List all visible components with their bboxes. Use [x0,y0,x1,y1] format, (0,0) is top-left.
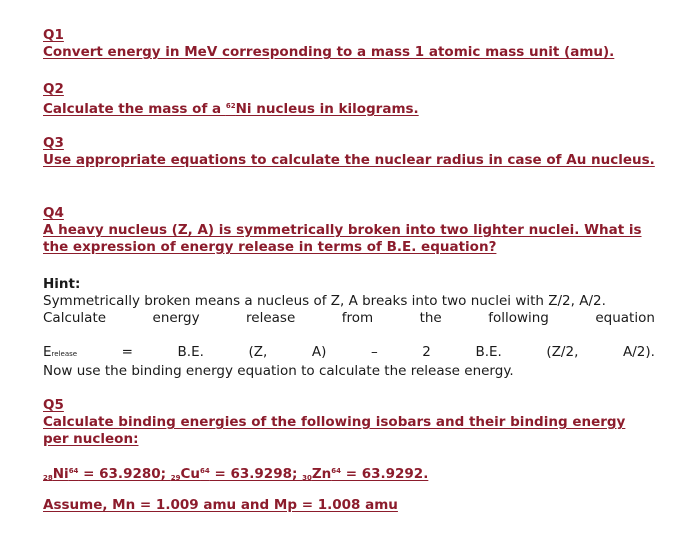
hint-line-2 [43,310,655,327]
hint-line-4: Now use the binding energy equation to calculate the release energy. [43,363,514,379]
q2-text-after: Ni nucleus in kilograms. [235,101,419,117]
eq-term: – [370,344,378,360]
eq-term: 2 [422,344,431,360]
element-symbol: Ni [52,466,69,482]
element-symbol: Zn [311,466,332,482]
q5-number: Q5 [43,397,64,413]
hint-line-1-text: Symmetrically broken means a nucleus of Z, A breaks into two nuclei with Z/2, A/2. [43,293,606,309]
question-3 [43,135,655,169]
mass-number: 64 [331,467,341,475]
hint-block [43,276,655,380]
isobar-ni [43,466,171,482]
question-2 [43,81,655,118]
isobar-zn [302,466,428,482]
question-1 [43,27,655,61]
energy-release-equation [43,344,655,363]
question-4 [43,205,655,256]
eq-term: A) [311,344,327,360]
atomic-number: 30 [302,474,312,482]
q2-text-before: Calculate the mass of a [43,101,226,117]
assumption-text: Assume, Mn = 1.009 amu and Mp = 1.008 amu [43,497,398,513]
q2-number: Q2 [43,81,64,97]
atomic-number: 29 [170,474,181,482]
hint-word: energy [152,310,200,326]
eq-term [43,344,77,363]
eq-term: (Z/2, [546,344,579,360]
hint-word: Calculate [43,310,107,326]
hint-word: following [488,310,549,326]
hint-word: equation [595,310,655,326]
q2-mass-number: 62 [225,102,236,110]
q3-number: Q3 [43,135,64,151]
atomic-number: 28 [43,474,53,482]
eq-term: B.E. [475,344,502,360]
element-symbol: Cu [180,466,201,482]
hint-word: release [246,310,296,326]
eq-term: (Z, [248,344,268,360]
hint-title: Hint: [43,276,81,292]
eq-release-subscript: release [51,350,78,358]
q5-text: Calculate binding energies of the following isobars and their binding energy per nucleon: [43,414,626,447]
isobar-list [43,463,655,487]
eq-e-symbol: E [43,344,52,360]
isotope-mass: = 63.9292. [341,466,429,482]
q4-text: A heavy nucleus (Z, A) is symmetrically broken into two lighter nuclei. What is the expression of energy release in terms of B.E. equation? [43,222,642,255]
mass-number: 64 [200,467,210,475]
q1-number: Q1 [43,27,64,43]
mass-number: 64 [68,467,79,475]
hint-line-1 [43,293,655,310]
isotope-mass: = 63.9298; [209,466,303,482]
isobar-cu [171,466,302,482]
isotope-mass: = 63.9280; [78,466,171,482]
q1-text: Convert energy in MeV corresponding to a mass 1 atomic mass unit (amu). [43,44,615,60]
q4-number: Q4 [43,205,64,221]
question-5 [43,397,655,448]
hint-word: from [341,310,374,326]
eq-term: A/2). [622,344,655,360]
q3-text: Use appropriate equations to calculate the nuclear radius in case of Au nucleus. [43,152,655,168]
eq-term: B.E. [177,344,204,360]
eq-term: = [121,344,133,360]
hint-word: the [419,310,442,326]
assumption-line [43,497,655,514]
